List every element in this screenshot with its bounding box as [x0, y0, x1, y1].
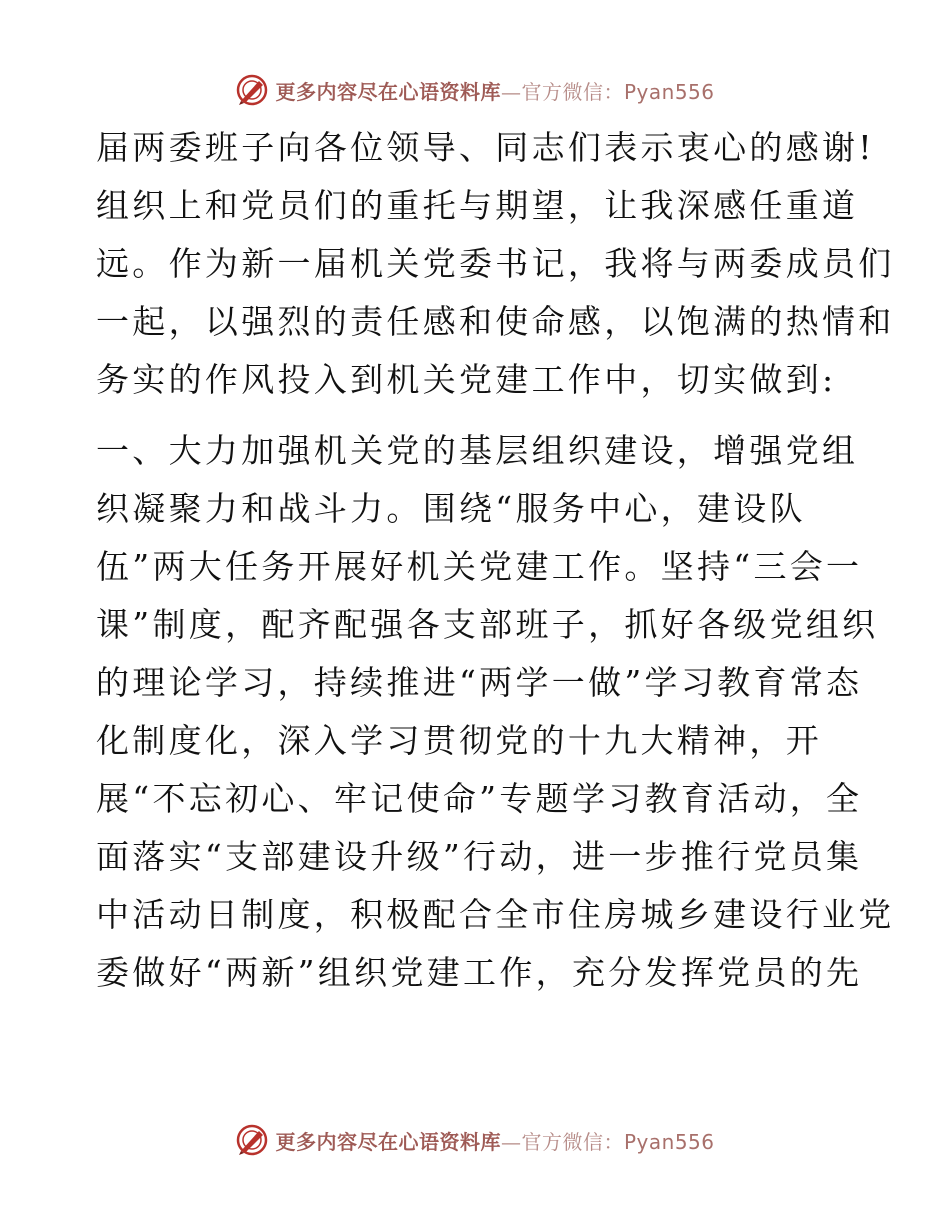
header-banner-title: 更多内容尽在心语资料库 — [275, 79, 501, 104]
text-line: 展“不忘初心、牢记使命”专题学习教育活动，全 — [96, 779, 863, 818]
pen-logo-icon — [235, 73, 269, 107]
text-line: 化制度化，深入学习贯彻党的十九大精神，开 — [96, 721, 822, 760]
header-banner — [0, 70, 950, 110]
text-line: 远。作为新一届机关党委书记，我将与两委成员们 — [96, 244, 895, 283]
footer-banner — [0, 1120, 950, 1160]
footer-banner-separator: — — [500, 1129, 522, 1154]
text-line: 务实的作风投入到机关党建工作中，切实做到: — [96, 360, 837, 399]
text-line: 届两委班子向各位领导、同志们表示衷心的感谢! — [96, 128, 875, 167]
footer-banner-text — [275, 1126, 714, 1155]
header-banner-wechat-label: 官方微信： — [521, 79, 624, 104]
text-line: 中活动日制度，积极配合全市住房城乡建设行业党 — [96, 895, 895, 934]
text-line: 课”制度，配齐配强各支部班子，抓好各级党组织 — [96, 605, 879, 644]
footer-banner-wechat-id: Pyan556 — [623, 1129, 715, 1154]
text-line: 织凝聚力和战斗力。围绕“服务中心，建设队 — [96, 489, 806, 528]
text-line: 的理论学习，持续推进“两学一做”学习教育常态 — [96, 663, 863, 702]
document-body — [96, 124, 895, 1007]
header-banner-text — [275, 76, 714, 105]
text-line: 面落实“支部建设升级”行动，进一步推行党员集 — [96, 837, 863, 876]
paragraph-2 — [96, 427, 895, 997]
header-banner-separator: — — [500, 79, 522, 104]
text-line: 委做好“两新”组织党建工作，充分发挥党员的先 — [96, 953, 863, 992]
paragraph-1 — [96, 124, 895, 404]
text-line: 组织上和党员们的重托与期望，让我深感任重道 — [96, 186, 859, 225]
text-line: 伍”两大任务开展好机关党建工作。坚持“三会一 — [96, 547, 863, 586]
paragraph-gap — [96, 414, 856, 427]
text-line: 一起，以强烈的责任感和使命感，以饱满的热情和 — [96, 302, 895, 341]
header-banner-wechat-id: Pyan556 — [623, 79, 715, 104]
pen-logo-icon — [235, 1123, 269, 1157]
footer-banner-title: 更多内容尽在心语资料库 — [275, 1129, 501, 1154]
text-line: 一、大力加强机关党的基层组织建设，增强党组 — [96, 431, 859, 470]
footer-banner-wechat-label: 官方微信： — [521, 1129, 624, 1154]
